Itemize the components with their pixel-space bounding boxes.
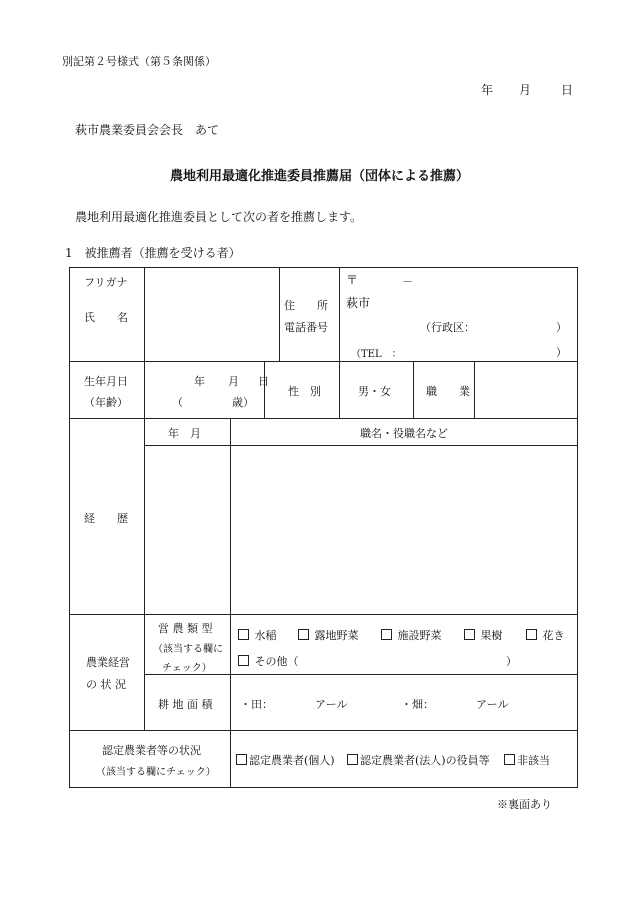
gender-label: 性 別 bbox=[288, 385, 321, 398]
checkbox-icon bbox=[236, 754, 247, 765]
furigana-label: フリガナ bbox=[84, 276, 128, 289]
birth-day-unit: 日 bbox=[258, 375, 269, 388]
farm-status-label-1: 農業経営 bbox=[86, 656, 130, 669]
certified-individual-option[interactable]: 認定農業者(個人) bbox=[236, 752, 335, 768]
age-open: （ bbox=[172, 396, 183, 409]
checkbox-icon bbox=[504, 754, 515, 765]
age-label: （年齢） bbox=[84, 396, 128, 409]
district-close: ） bbox=[556, 321, 567, 334]
tel-close: ） bbox=[556, 346, 567, 359]
farm-type-fruit-trees[interactable]: 果樹 bbox=[464, 627, 503, 643]
field-label: ・畑： bbox=[401, 698, 434, 711]
intro-text: 農地利用最適化推進委員として次の者を推薦します。 bbox=[75, 210, 363, 224]
farm-type-open-field-vegetables[interactable]: 露地野菜 bbox=[298, 627, 359, 643]
district-label: （行政区： bbox=[420, 321, 475, 334]
certified-label-1: 認定農業者等の状況 bbox=[102, 744, 201, 757]
section1-heading: 1 被推薦者（推薦を受ける者） bbox=[65, 246, 241, 260]
career-position-header: 職名・役職名など bbox=[360, 427, 448, 440]
farm-type-note-2: チェック） bbox=[162, 663, 212, 674]
date-month-label: 月 bbox=[519, 83, 532, 97]
career-label: 経 歴 bbox=[84, 512, 128, 525]
birth-year-unit: 年 bbox=[194, 375, 205, 388]
field-unit: アール bbox=[476, 698, 509, 711]
farm-type-other[interactable]: その他（ bbox=[238, 653, 299, 669]
birth-date-label: 生年月日 bbox=[84, 375, 128, 388]
career-date-header: 年 月 bbox=[168, 427, 201, 440]
farm-type-greenhouse-vegetables[interactable]: 施設野菜 bbox=[381, 627, 442, 643]
farm-status-label-2: の 状 況 bbox=[86, 678, 126, 691]
not-applicable-option[interactable]: 非該当 bbox=[504, 752, 550, 768]
checkbox-icon bbox=[381, 629, 392, 640]
date-year-label: 年 bbox=[481, 83, 494, 97]
checkbox-icon bbox=[526, 629, 537, 640]
date-day-label: 日 bbox=[561, 83, 574, 97]
paddy-label: ・田： bbox=[240, 698, 273, 711]
age-unit: 歳） bbox=[232, 396, 254, 409]
addressee: 萩市農業委員会会長 あて bbox=[75, 123, 220, 137]
document-title: 農地利用最適化推進委員推薦届（団体による推薦） bbox=[170, 169, 470, 184]
checkbox-icon bbox=[347, 754, 358, 765]
farm-type-label: 営 農 類 型 bbox=[158, 622, 213, 635]
farm-type-rice[interactable]: 水稲 bbox=[238, 627, 277, 643]
form-number: 別記第２号様式（第５条関係） bbox=[62, 55, 216, 68]
reverse-side-note: ※裏面あり bbox=[497, 798, 552, 811]
name-label: 氏 名 bbox=[84, 311, 128, 324]
checkbox-icon bbox=[238, 655, 249, 666]
certified-corporate-officer-option[interactable]: 認定農業者(法人)の役員等 bbox=[347, 752, 490, 768]
checkbox-icon bbox=[238, 629, 249, 640]
certified-label-2: （該当する欄にチェック） bbox=[96, 767, 216, 778]
checkbox-icon bbox=[298, 629, 309, 640]
postal-mark: 〒 bbox=[346, 273, 359, 287]
checkbox-icon bbox=[464, 629, 475, 640]
paddy-unit: アール bbox=[315, 698, 348, 711]
gender-value: 男・女 bbox=[358, 385, 391, 398]
land-area-label: 耕 地 面 積 bbox=[158, 698, 213, 711]
phone-label: 電話番号 bbox=[284, 321, 328, 334]
farm-type-flowers[interactable]: 花き bbox=[526, 627, 565, 643]
tel-label: （TEL ： bbox=[351, 349, 402, 360]
postal-dash: － bbox=[402, 275, 413, 288]
city-text: 萩市 bbox=[346, 296, 371, 310]
farm-type-note-1: （該当する欄に bbox=[153, 644, 223, 655]
address-label: 住 所 bbox=[284, 299, 328, 312]
farm-other-close: ） bbox=[506, 655, 517, 668]
birth-month-unit: 月 bbox=[228, 375, 239, 388]
occupation-label: 職 業 bbox=[426, 385, 470, 398]
